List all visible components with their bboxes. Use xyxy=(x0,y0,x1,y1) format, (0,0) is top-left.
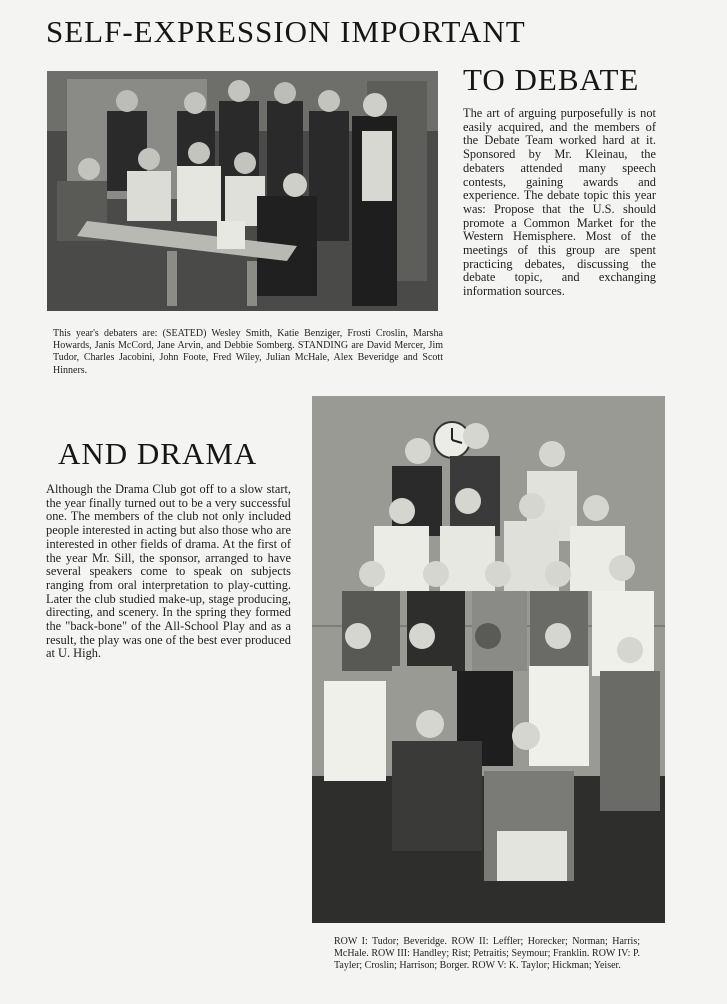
drama-title: AND DRAMA xyxy=(58,436,258,471)
debate-team-photo xyxy=(47,71,438,311)
debate-team-photo-illustration xyxy=(47,71,438,311)
debate-article-text: The art of arguing purposefully is not easily acquired, and the members of the Debate Team worked hard at it. Sponsored by Mr. Kleinau, the debaters attended many speech contests, gaining awards and experience. The debate topic this year was: Propose that the U.S. should promote a Common Market for the Western Hemisphere. Most of the meetings of this group are spent practicing debates, discussing the debate topic, and exchanging information sources. xyxy=(463,106,656,299)
drama-club-photo xyxy=(312,396,665,923)
drama-club-photo-illustration xyxy=(312,396,665,923)
page-title: SELF-EXPRESSION IMPORTANT xyxy=(46,14,526,49)
debate-photo-caption: This year's debaters are: (SEATED) Wesley Smith, Katie Benziger, Frosti Croslin, Marsha Howards, Janis McCord, Jane Arvin, and Debbie Somberg. STANDING are David Mercer, Jim Tudor, Charles Jacobini, John Foote, Fred Wiley, Julian McHale, Alex Beveridge and Scott Hinners. xyxy=(53,328,443,376)
debate-subtitle: TO DEBATE xyxy=(463,62,640,97)
drama-photo-caption: ROW I: Tudor; Beveridge. ROW II: Leffler; Horecker; Norman; Harris; McHale. ROW III: Handley; Rist; Petraitis; Seymour; Franklin. ROW IV: P. Tayler; Croslin; Harrison; Borger. ROW V: K. Taylor; Hickman; Yeiser. xyxy=(334,936,640,972)
drama-article-text: Although the Drama Club got off to a slow start, the year finally turned out to be a very successful one. The members of the club not only included people interested in acting but also those who are interested in other fields of drama. At the first of the year Mr. Sill, the sponsor, arranged to have several speakers come to speak on subjects ranging from oral interpretation to play-cutting. Later the club studied make-up, stage producing, directing, and scenery. In the spring they formed the "back-bone" of the All-School Play and as a result, the play was one of the best ever produced at U. High. xyxy=(46,482,291,661)
